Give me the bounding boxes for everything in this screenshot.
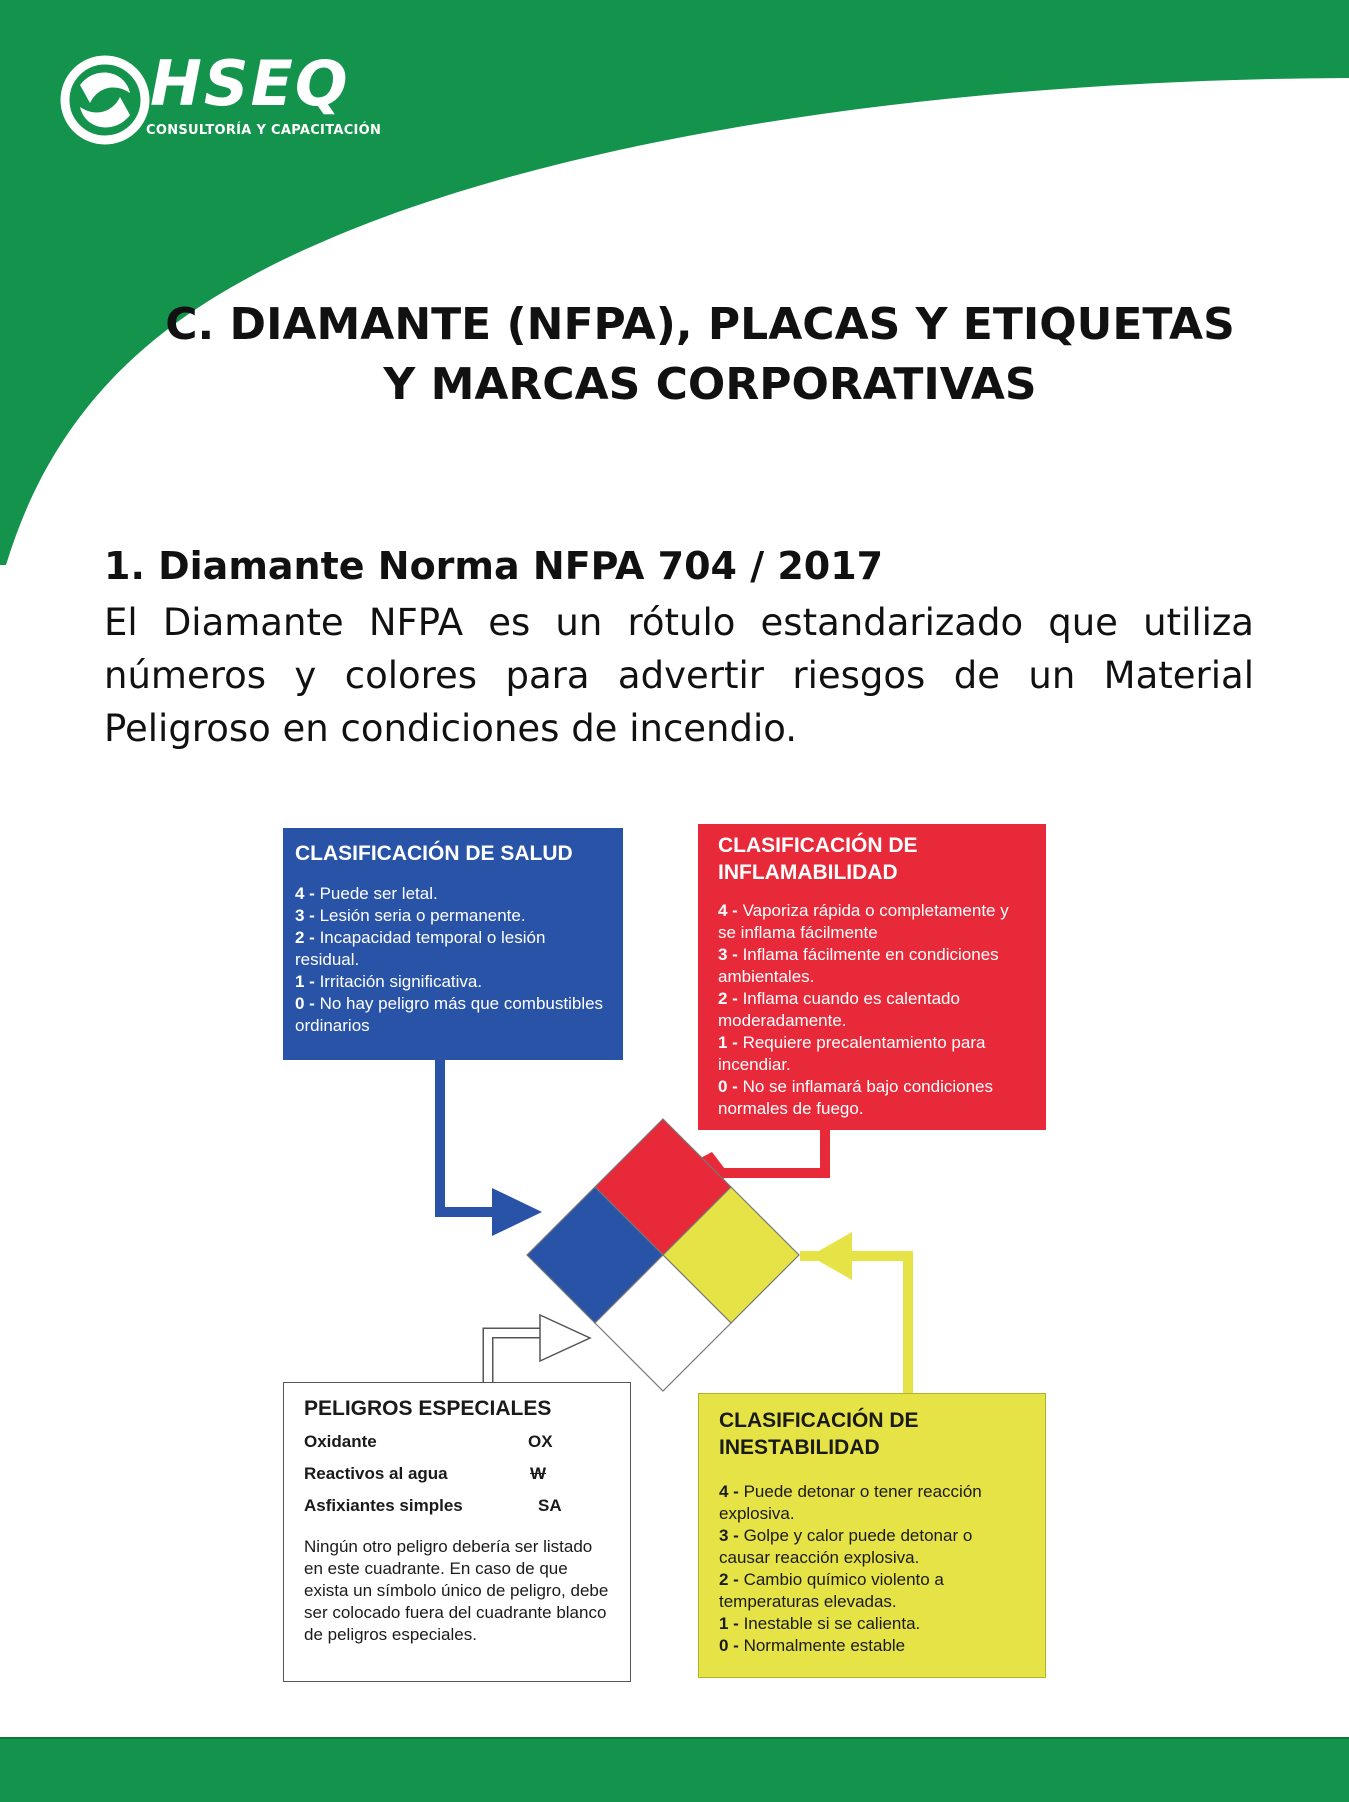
hseq-logo: [60, 47, 400, 155]
health-item: 3 - Lesión seria o permanente.: [295, 906, 526, 925]
flammability-box: [698, 824, 1046, 1130]
section-heading: 1. Diamante Norma NFPA 704 / 2017: [104, 544, 884, 588]
flammability-item: 0 - No se inflamará bajo condiciones normales de fuego.: [718, 1077, 993, 1118]
special-note: Ningún otro peligro debería ser listado en este cuadrante. En caso de que exista un símbolo único de peligro, debe ser colocado fuera del cuadrante blanco de peligros especiales.: [304, 1537, 609, 1644]
flammability-title-line1: CLASIFICACIÓN DE: [718, 834, 918, 857]
logo-wordmark: HSEQ: [150, 47, 350, 120]
health-item: 4 - Puede ser letal.: [295, 884, 438, 903]
special-row-code: OX: [528, 1432, 553, 1451]
footer-bar: [0, 1737, 1349, 1802]
special-row-name: Asfixiantes simples: [304, 1496, 463, 1515]
section-paragraph: El Diamante NFPA es un rótulo estandarizado que utiliza números y colores para advertir riesgos de un Material Peligroso en condiciones de incendio.: [104, 601, 1254, 750]
special-row-code: W: [530, 1464, 547, 1483]
health-item: 2 - Incapacidad temporal o lesión residual.: [295, 928, 546, 969]
special-arrow-head: [540, 1315, 590, 1361]
page-title-line2: Y MARCAS CORPORATIVAS: [383, 359, 1037, 410]
special-row-name: Oxidante: [304, 1432, 377, 1451]
instability-item: 3 - Golpe y calor puede detonar o causar reacción explosiva.: [719, 1526, 973, 1567]
instability-title-line1: CLASIFICACIÓN DE: [719, 1409, 919, 1432]
page-title-line1: C. DIAMANTE (NFPA), PLACAS Y ETIQUETAS: [165, 299, 1235, 350]
flammability-title-line2: INFLAMABILIDAD: [718, 861, 898, 884]
nfpa-diagram: [280, 820, 1060, 1690]
health-arrow-head: [492, 1188, 542, 1236]
health-item: 0 - No hay peligro más que combustibles ordinarios: [295, 994, 604, 1035]
flammability-item: 1 - Requiere precalentamiento para incendiar.: [718, 1033, 986, 1074]
special-row: [304, 1464, 610, 1496]
health-item: 1 - Irritación significativa.: [295, 972, 483, 991]
health-box: [283, 828, 623, 1060]
flammability-item: 4 - Vaporiza rápida o completamente y se inflama fácilmente: [718, 901, 1009, 942]
health-arrow-line: [440, 1060, 500, 1212]
instability-arrow-head: [810, 1232, 852, 1280]
instability-box: [698, 1393, 1046, 1678]
flammability-item: 3 - Inflama fácilmente en condiciones ambientales.: [718, 945, 999, 986]
special-row-code: SA: [538, 1496, 562, 1515]
special-arrow-line: [488, 1333, 542, 1382]
logo-tagline: CONSULTORÍA Y CAPACITACIÓN: [146, 123, 382, 138]
instability-item: 1 - Inestable si se calienta.: [719, 1614, 921, 1633]
special-title: PELIGROS ESPECIALES: [304, 1397, 552, 1420]
instability-item: 2 - Cambio químico violento a temperaturas elevadas.: [719, 1570, 944, 1611]
special-hazards-box: [283, 1382, 631, 1682]
instability-title-line2: INESTABILIDAD: [719, 1436, 880, 1459]
instability-arrow-line: [800, 1256, 908, 1393]
logo-swirl-icon: [60, 55, 155, 150]
special-row-name: Reactivos al agua: [304, 1464, 448, 1483]
instability-title: [719, 1407, 1025, 1461]
flammability-title: [718, 832, 1026, 886]
special-row: [304, 1432, 610, 1464]
special-arrow-outline: [488, 1333, 542, 1382]
health-title: CLASIFICACIÓN DE SALUD: [295, 842, 573, 865]
flammability-item: 2 - Inflama cuando es calentado moderadamente.: [718, 989, 960, 1030]
instability-item: 4 - Puede detonar o tener reacción explosiva.: [719, 1482, 982, 1523]
instability-item: 0 - Normalmente estable: [719, 1636, 906, 1655]
special-row: [304, 1496, 610, 1528]
